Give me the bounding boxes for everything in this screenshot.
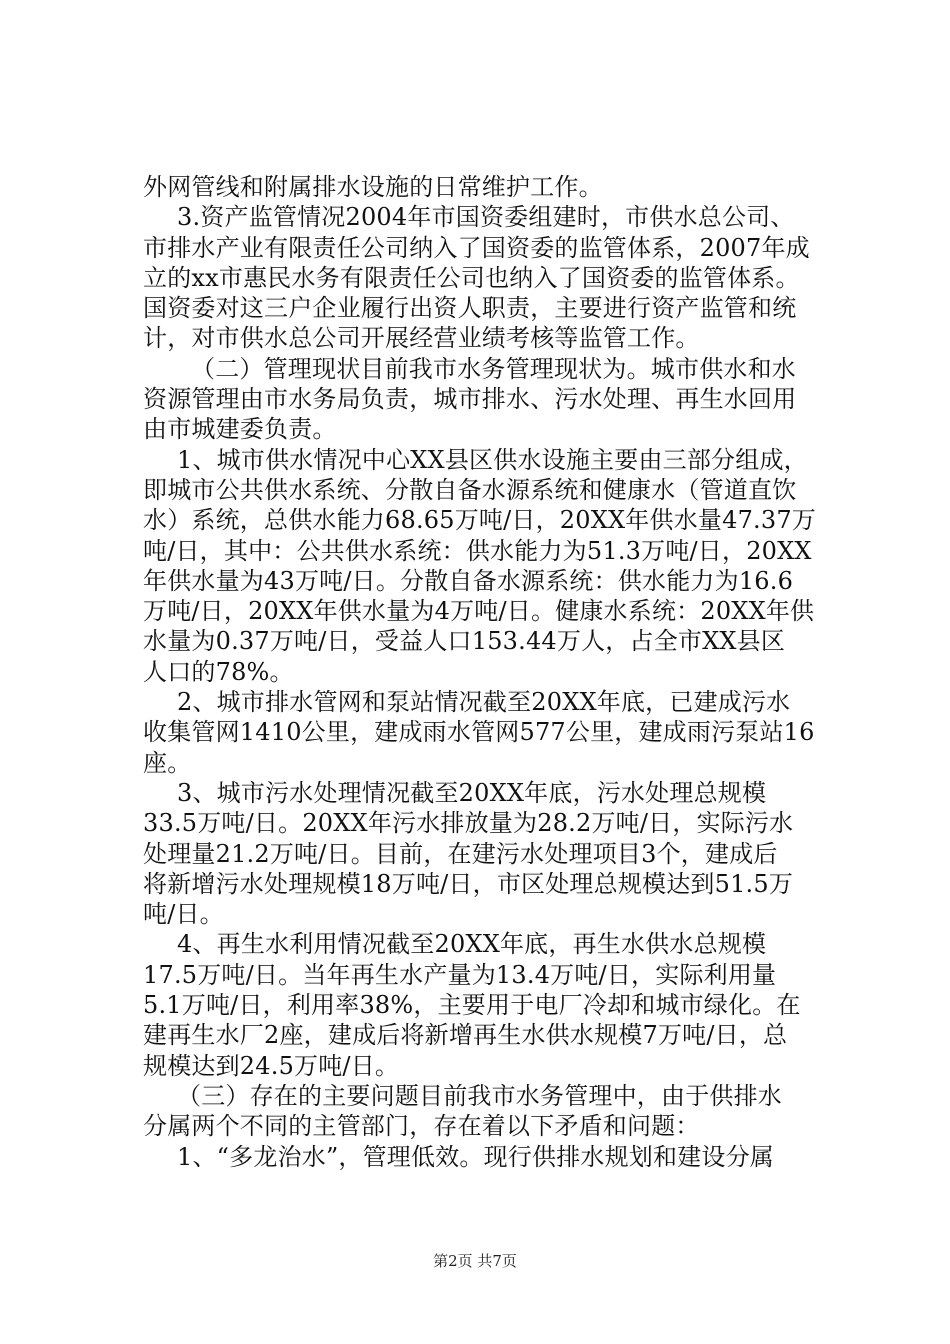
text-line: 立的xx市惠民水务有限责任公司也纳入了国资委的监管体系。 bbox=[143, 263, 800, 292]
text-line: 吨/日。 bbox=[143, 900, 224, 929]
text-line: 将新增污水处理规模18万吨/日，市区处理总规模达到51.5万 bbox=[143, 869, 794, 898]
text-line: 5.1万吨/日，利用率38%，主要用于电厂冷却和城市绿化。在 bbox=[143, 991, 801, 1020]
text-line: 由市城建委负责。 bbox=[143, 415, 337, 444]
text-line: 1、“多龙治水”，管理低效。现行供排水规划和建设分属 bbox=[177, 1142, 775, 1171]
text-line: （二）管理现状目前我市水务管理现状为。城市供水和水 bbox=[191, 354, 796, 383]
text-line: 吨/日，其中：公共供水系统：供水能力为51.3万吨/日，20XX bbox=[143, 536, 812, 565]
text-line: 国资委对这三户企业履行出资人职责，主要进行资产监管和统 bbox=[143, 294, 797, 323]
text-line: （三）存在的主要问题目前我市水务管理中，由于供排水 bbox=[177, 1081, 782, 1110]
text-line: 4、再生水利用情况截至20XX年底，再生水供水总规模 bbox=[177, 930, 767, 959]
text-line: 外网管线和附属排水设施的日常维护工作。 bbox=[143, 173, 603, 201]
text-line: 万吨/日，20XX年供水量为4万吨/日。健康水系统：20XX年供 bbox=[143, 597, 815, 626]
text-line: 1、城市供水情况中心XX县区供水设施主要由三部分组成， bbox=[177, 445, 808, 474]
text-line: 分属两个不同的主管部门，存在着以下矛盾和问题： bbox=[143, 1112, 700, 1141]
text-line: 3.资产监管情况2004年市国资委组建时，市供水总公司、 bbox=[177, 203, 795, 232]
text-line: 2、城市排水管网和泵站情况截至20XX年底，已建成污水 bbox=[177, 688, 791, 717]
text-line: 座。 bbox=[143, 748, 192, 777]
text-line: 水量为0.37万吨/日，受益人口153.44万人，占全市XX县区 bbox=[143, 627, 786, 656]
text-line: 资源管理由市水务局负责，城市排水、污水处理、再生水回用 bbox=[143, 385, 797, 414]
text-line: 规模达到24.5万吨/日。 bbox=[143, 1051, 400, 1080]
page-number-footer: 第2页 共7页 bbox=[433, 1252, 517, 1270]
text-line: 收集管网1410公里，建成雨水管网577公里，建成雨污泵站16 bbox=[143, 718, 815, 747]
text-line: 建再生水厂2座，建成后将新增再生水供水规模7万吨/日，总 bbox=[143, 1021, 788, 1050]
text-line: 市排水产业有限责任公司纳入了国资委的监管体系，2007年成 bbox=[143, 233, 810, 262]
text-line: 即城市公共供水系统、分散自备水源系统和健康水（管道直饮 bbox=[143, 475, 797, 504]
document-body bbox=[143, 172, 833, 1172]
text-line: 计，对市供水总公司开展经营业绩考核等监管工作。 bbox=[143, 324, 700, 353]
text-line: 33.5万吨/日。20XX年污水排放量为28.2万吨/日，实际污水 bbox=[143, 809, 794, 838]
text-line: 17.5万吨/日。当年再生水产量为13.4万吨/日，实际利用量 bbox=[143, 960, 777, 989]
text-line: 处理量21.2万吨/日。目前，在建污水处理项目3个，建成后 bbox=[143, 839, 778, 868]
text-line: 年供水量为43万吨/日。分散自备水源系统：供水能力为16.6 bbox=[143, 566, 794, 595]
text-line: 3、城市污水处理情况截至20XX年底，污水处理总规模 bbox=[177, 778, 767, 807]
text-line: 水）系统，总供水能力68.65万吨/日，20XX年供水量47.37万 bbox=[143, 506, 817, 535]
text-line: 人口的78%。 bbox=[143, 657, 294, 686]
